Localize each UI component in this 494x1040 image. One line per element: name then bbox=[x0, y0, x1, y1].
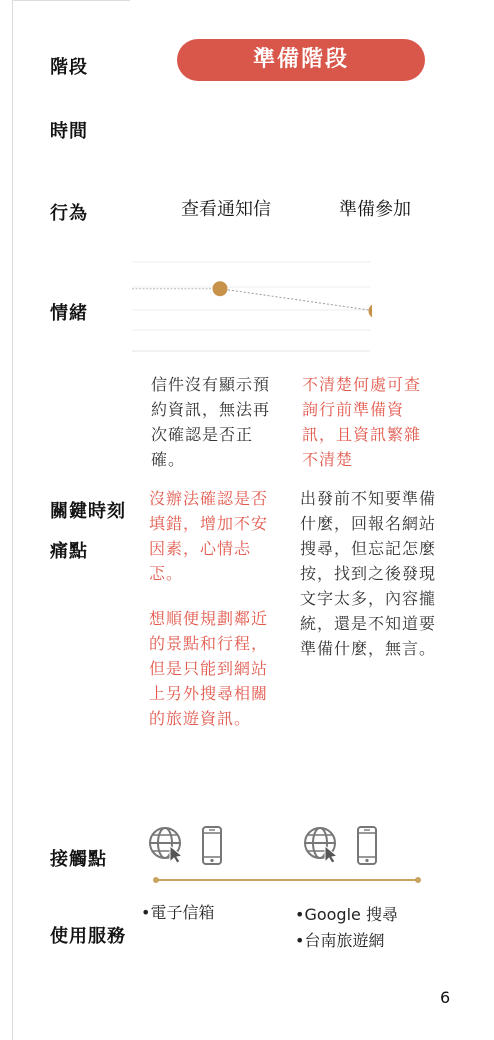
stage-badge: 準備階段 bbox=[177, 39, 425, 81]
globe-cursor-icon bbox=[148, 826, 186, 864]
pain-point-col2: 不清楚何處可查詢行前準備資訊，且資訊繁雜不清楚 bbox=[302, 375, 422, 469]
label-services: 使用服務 bbox=[50, 926, 126, 947]
label-stage: 階段 bbox=[50, 57, 88, 78]
label-pain-points: 痛點 bbox=[50, 541, 88, 562]
smartphone-icon bbox=[356, 826, 378, 866]
emotion-dot-1 bbox=[213, 281, 228, 296]
key-moment-col1-text: 信件沒有顯示預約資訊，無法再次確認是否正確。 bbox=[151, 375, 271, 469]
behavior-col2: 準備參加 bbox=[339, 199, 411, 220]
emotion-chart bbox=[132, 260, 372, 355]
smartphone-icon bbox=[201, 826, 223, 866]
label-key-moments: 關鍵時刻 bbox=[50, 501, 126, 522]
service-col2-item-2: •台南旅遊網 bbox=[295, 931, 385, 950]
timeline-end-dot bbox=[415, 877, 421, 883]
emotion-dot-2 bbox=[369, 304, 373, 319]
pain-point-col1-a: 沒辦法確認是否填錯，增加不安因素，心情忐忑。 bbox=[149, 489, 269, 583]
page-number: 6 bbox=[440, 988, 451, 1007]
key-moment-col2: 出發前不知要準備什麼，回報名網站搜尋，但忘記怎麼按，找到之後發現文字太多，內容攏統，還是不知道要準備什麼，無言。 bbox=[300, 489, 437, 658]
label-behavior: 行為 bbox=[50, 203, 88, 224]
globe-cursor-icon bbox=[303, 826, 341, 864]
touchpoint-timeline bbox=[150, 870, 426, 890]
timeline-start-dot bbox=[153, 877, 159, 883]
label-emotion: 情緒 bbox=[50, 303, 88, 324]
service-col1-item: •電子信箱 bbox=[141, 903, 215, 922]
emotion-segment bbox=[220, 289, 372, 311]
service-col2-item-1: •Google 搜尋 bbox=[295, 905, 398, 924]
label-touchpoints: 接觸點 bbox=[50, 849, 107, 870]
behavior-col1: 查看通知信 bbox=[181, 199, 271, 220]
key-moment-col1 bbox=[137, 372, 275, 472]
pain-point-col1-b: 想順便規劃鄰近的景點和行程，但是只能到網站上另外搜尋相關的旅遊資訊。 bbox=[149, 609, 269, 728]
label-time: 時間 bbox=[50, 121, 88, 142]
